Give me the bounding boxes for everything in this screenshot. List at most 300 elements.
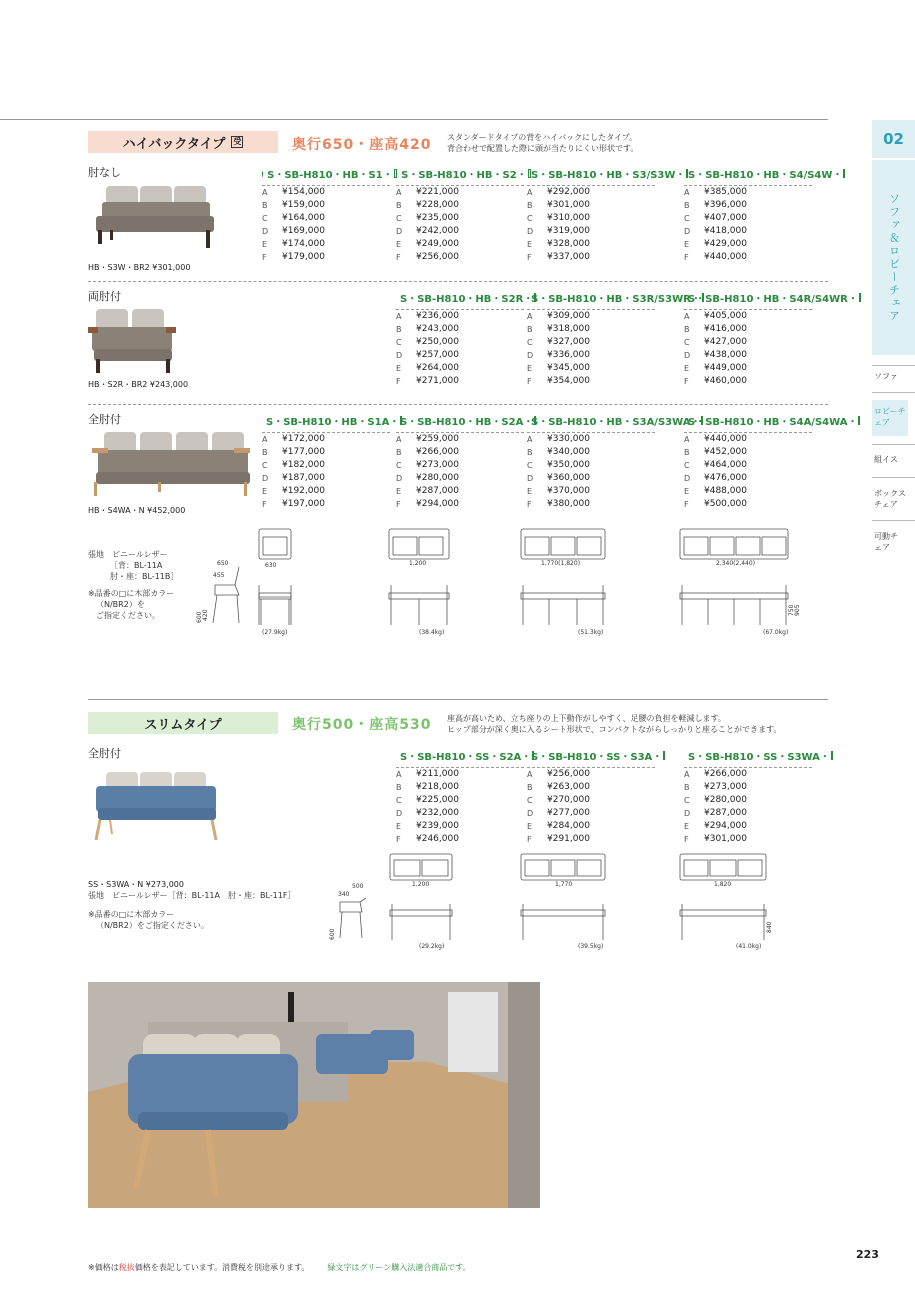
price-row (527, 251, 662, 264)
dim-label: 1,770 (555, 881, 573, 888)
price-value: ¥221,000 (416, 187, 459, 197)
price-value: ¥429,000 (704, 239, 747, 249)
price-row (396, 251, 531, 264)
product-card[interactable] (527, 290, 701, 388)
group-divider (88, 281, 828, 282)
note-line: 張地 ビニールレザー (88, 550, 168, 559)
price-value: ¥476,000 (704, 473, 747, 483)
price-value: ¥154,000 (282, 187, 325, 197)
price-value: ¥292,000 (547, 187, 590, 197)
weight-label: (27.9kg) (262, 629, 288, 636)
price-value: ¥270,000 (547, 795, 590, 805)
price-value: ¥438,000 (704, 350, 747, 360)
product-card[interactable] (396, 413, 534, 511)
price-value: ¥211,000 (416, 769, 459, 779)
dim-label: 455 (213, 572, 225, 579)
grade-label: A (684, 312, 690, 321)
price-row (262, 498, 397, 511)
price-row (527, 238, 662, 251)
price-row (527, 472, 662, 485)
note-line: （N/BR2）をご指定ください。 (96, 921, 209, 930)
grade-label: F (262, 253, 267, 262)
price-value: ¥239,000 (416, 821, 459, 831)
price-row (527, 186, 662, 199)
nav-item-lobby-chair[interactable]: ロビーチェア (872, 400, 908, 436)
price-value: ¥385,000 (704, 187, 747, 197)
product-code-text: S・SB-H810・SS・S3A・ (531, 752, 663, 763)
price-value: ¥264,000 (416, 363, 459, 373)
section-header-slim (88, 712, 278, 734)
dim-label: 750 (788, 604, 795, 616)
product-code (684, 413, 858, 428)
grade-label: D (262, 474, 269, 483)
price-value: ¥427,000 (704, 337, 747, 347)
price-row (527, 820, 662, 833)
dim-label: 500 (352, 883, 364, 890)
grade-label: B (684, 448, 690, 457)
grade-label: E (684, 240, 690, 249)
nav-divider (872, 520, 915, 521)
dimension-drawing-ss-s3wa (678, 852, 788, 952)
top-rule (0, 119, 828, 120)
grade-label: C (527, 461, 533, 470)
price-value: ¥310,000 (547, 213, 590, 223)
grade-label: C (684, 796, 690, 805)
dim-label: 600 (329, 928, 336, 940)
grade-label: D (396, 227, 403, 236)
product-code (396, 166, 531, 181)
grade-label: E (684, 364, 690, 373)
grade-label: E (527, 822, 533, 831)
price-value: ¥250,000 (416, 337, 459, 347)
price-value: ¥350,000 (547, 460, 590, 470)
grade-label: F (396, 500, 401, 509)
price-row (396, 225, 531, 238)
grade-label: B (396, 325, 402, 334)
price-row (396, 362, 531, 375)
price-row (684, 833, 819, 846)
price-row (396, 375, 531, 388)
price-row (684, 212, 819, 225)
group-title: 全肘付 (88, 747, 121, 760)
grade-label: E (396, 822, 402, 831)
dimension-drawing-s3 (519, 525, 609, 635)
grade-label: C (684, 461, 690, 470)
nav-item-sofa[interactable]: ソファ (874, 372, 898, 381)
price-row (396, 807, 531, 820)
price-row (527, 336, 662, 349)
price-row (396, 446, 531, 459)
price-value: ¥174,000 (282, 239, 325, 249)
price-row (396, 485, 531, 498)
price-value: ¥280,000 (704, 795, 747, 805)
note-line: ［背：BL-11A (110, 561, 163, 570)
grade-label: A (684, 770, 690, 779)
price-value: ¥284,000 (547, 821, 590, 831)
price-value: ¥228,000 (416, 200, 459, 210)
product-code (684, 290, 858, 305)
grade-label: D (684, 351, 691, 360)
price-value: ¥452,000 (704, 447, 747, 457)
product-code (684, 166, 843, 181)
price-row (527, 833, 662, 846)
price-row (527, 485, 662, 498)
group-title: 両肘付 (88, 290, 121, 303)
price-value: ¥301,000 (547, 200, 590, 210)
product-code-text: S・SB-H810・HB・S3A/S3WA・ (531, 417, 701, 428)
sofa-image-hb-s3w (88, 182, 218, 252)
price-row (684, 498, 819, 511)
product-card[interactable] (527, 166, 686, 264)
grade-label: F (396, 835, 401, 844)
price-value: ¥179,000 (282, 252, 325, 262)
grade-label: D (396, 809, 403, 818)
price-value: ¥172,000 (282, 434, 325, 444)
product-code (396, 748, 531, 763)
price-value: ¥280,000 (416, 473, 459, 483)
dim-label: 840 (766, 921, 773, 933)
footer-text: ※価格は (88, 1263, 119, 1272)
grade-label: A (684, 188, 690, 197)
product-code (262, 413, 400, 428)
grade-label: B (684, 783, 690, 792)
price-value: ¥380,000 (547, 499, 590, 509)
product-card[interactable] (684, 290, 858, 388)
grade-label: D (262, 227, 269, 236)
nav-item-box-chair[interactable]: ボックスチェア (874, 489, 906, 509)
price-row (396, 199, 531, 212)
section-title: スリムタイプ (144, 717, 222, 733)
price-row (396, 833, 531, 846)
price-row (396, 336, 531, 349)
page-number: 223 (856, 1248, 879, 1261)
price-row (396, 238, 531, 251)
grade-label: E (527, 240, 533, 249)
price-row (527, 199, 662, 212)
price-row (262, 433, 397, 446)
material-note (88, 549, 178, 621)
nav-divider (872, 444, 915, 445)
product-card[interactable] (684, 413, 858, 511)
nav-divider (872, 392, 915, 393)
grade-label: B (262, 448, 268, 457)
note-line: ※品番の□に木部カラー (88, 589, 175, 598)
product-card[interactable] (262, 413, 400, 511)
price-value: ¥197,000 (282, 499, 325, 509)
grade-label: A (684, 435, 690, 444)
product-code-text: S・SB-H810・HB・S4/S4W・ (688, 170, 843, 181)
grade-label: C (527, 338, 533, 347)
price-row (684, 225, 819, 238)
price-row (396, 781, 531, 794)
grade-label: E (527, 364, 533, 373)
price-row (396, 472, 531, 485)
price-row (262, 238, 397, 251)
grade-label: D (527, 474, 534, 483)
price-row (684, 472, 819, 485)
product-card[interactable] (527, 413, 701, 511)
price-value: ¥328,000 (547, 239, 590, 249)
price-row (527, 212, 662, 225)
price-row (527, 794, 662, 807)
grade-label: D (527, 351, 534, 360)
grade-label: A (262, 188, 268, 197)
product-card[interactable] (262, 166, 397, 264)
price-row (262, 472, 397, 485)
price-value: ¥294,000 (416, 499, 459, 509)
price-value: ¥257,000 (416, 350, 459, 360)
price-row (396, 820, 531, 833)
grade-label: C (527, 214, 533, 223)
product-code (527, 413, 701, 428)
grade-label: F (527, 500, 532, 509)
price-value: ¥294,000 (704, 821, 747, 831)
grade-label: B (684, 201, 690, 210)
price-value: ¥345,000 (547, 363, 590, 373)
material-note (88, 890, 295, 931)
price-value: ¥177,000 (282, 447, 325, 457)
note-line: ご指定ください。 (96, 611, 160, 620)
price-value: ¥354,000 (547, 376, 590, 386)
wood-color-box-icon (843, 169, 845, 178)
price-row (527, 323, 662, 336)
dimension-drawing-s4 (678, 525, 803, 635)
nav-divider (872, 365, 915, 366)
group-title: 全肘付 (88, 413, 121, 426)
chapter-number: 02 (872, 120, 915, 158)
grade-label: E (262, 487, 268, 496)
nav-item-movable-chair[interactable]: 可動チェア (874, 532, 898, 552)
grade-label: D (684, 809, 691, 818)
grade-label: E (684, 487, 690, 496)
grade-label: A (262, 435, 268, 444)
grade-label: D (684, 474, 691, 483)
price-value: ¥327,000 (547, 337, 590, 347)
price-value: ¥416,000 (704, 324, 747, 334)
grade-label: E (396, 240, 402, 249)
price-value: ¥263,000 (547, 782, 590, 792)
note-line: 張地 ビニールレザー［背：BL-11A 肘・座：BL-11F］ (88, 891, 296, 900)
grade-label: C (396, 461, 402, 470)
price-value: ¥291,000 (547, 834, 590, 844)
note-line: 肘・座：BL-11B］ (110, 572, 179, 581)
weight-label: (51.3kg) (578, 629, 604, 636)
price-value: ¥232,000 (416, 808, 459, 818)
bullet-icon (262, 171, 263, 177)
product-code (396, 413, 534, 428)
product-code-text: S・SB-H810・HB・S2R・ (400, 294, 534, 305)
product-caption: HB・S2R・BR2 ¥243,000 (88, 380, 189, 389)
price-value: ¥500,000 (704, 499, 747, 509)
price-row (684, 459, 819, 472)
price-row (262, 459, 397, 472)
dim-label: 650 (217, 560, 229, 567)
sofa-image-ss-s3wa (88, 768, 223, 848)
wood-color-box-icon (831, 751, 833, 760)
product-caption: HB・S4WA・N ¥452,000 (88, 506, 186, 515)
desc-line: スタンダードタイプの背をハイバックにしたタイプ。 (447, 133, 638, 142)
grade-label: B (527, 448, 533, 457)
grade-label: A (396, 188, 402, 197)
grade-label: F (684, 253, 689, 262)
price-value: ¥187,000 (282, 473, 325, 483)
product-card[interactable] (684, 166, 843, 264)
grade-label: C (527, 796, 533, 805)
chapter-title[interactable]: ソファ＆ロビーチェア (872, 160, 915, 355)
dimension-drawing-s2 (387, 525, 457, 635)
price-value: ¥319,000 (547, 226, 590, 236)
grade-label: A (527, 188, 533, 197)
price-value: ¥243,000 (416, 324, 459, 334)
price-value: ¥182,000 (282, 460, 325, 470)
grade-label: B (527, 201, 533, 210)
grade-label: A (527, 770, 533, 779)
price-value: ¥336,000 (547, 350, 590, 360)
product-card[interactable] (396, 166, 531, 264)
price-value: ¥192,000 (282, 486, 325, 496)
price-value: ¥249,000 (416, 239, 459, 249)
grade-label: B (684, 325, 690, 334)
price-value: ¥159,000 (282, 200, 325, 210)
price-value: ¥225,000 (416, 795, 459, 805)
price-row (684, 820, 819, 833)
nav-divider (872, 477, 915, 478)
price-row (527, 433, 662, 446)
grade-label: B (396, 201, 402, 210)
price-value: ¥218,000 (416, 782, 459, 792)
price-row (262, 212, 397, 225)
section-header-highback (88, 131, 278, 153)
desc-line: 座高が高いため、立ち座りの上下動作がしやすく、足腰の負担を軽減します。 (447, 714, 726, 723)
product-card[interactable] (396, 748, 531, 846)
price-row (396, 212, 531, 225)
grade-label: F (262, 500, 267, 509)
price-row (684, 375, 819, 388)
price-row (396, 794, 531, 807)
dim-label: 905 (794, 604, 801, 616)
weight-label: (39.5kg) (578, 943, 604, 950)
price-row (684, 199, 819, 212)
product-card[interactable] (396, 290, 534, 388)
grade-label: F (396, 377, 401, 386)
price-row (684, 349, 819, 362)
price-value: ¥360,000 (547, 473, 590, 483)
price-row (527, 225, 662, 238)
price-value: ¥440,000 (704, 434, 747, 444)
product-code-text: S・SB-H810・HB・S1・ (267, 170, 393, 181)
grade-label: F (396, 253, 401, 262)
grade-label: F (527, 253, 532, 262)
grade-label: E (684, 822, 690, 831)
desc-line: ヒップ部分が深く奥に入るシート形状で、コンパクトながらしっかりと座ることができます。 (447, 725, 782, 734)
price-row (527, 459, 662, 472)
price-row (684, 186, 819, 199)
price-row (262, 199, 397, 212)
sofa-image-hb-s4wa (88, 428, 253, 498)
grade-label: F (684, 500, 689, 509)
product-code (262, 166, 397, 181)
grade-label: F (684, 377, 689, 386)
price-value: ¥488,000 (704, 486, 747, 496)
grade-label: C (396, 338, 402, 347)
weight-label: (67.0kg) (763, 629, 789, 636)
product-code-text: S・SB-H810・SS・S3WA・ (688, 752, 830, 763)
price-value: ¥273,000 (416, 460, 459, 470)
note-line: ※品番の□に木部カラー (88, 910, 175, 919)
price-value: ¥259,000 (416, 434, 459, 444)
grade-label: E (527, 487, 533, 496)
product-code-text: S・SB-H810・HB・S3R/S3WR・ (531, 294, 701, 305)
grade-label: F (527, 835, 532, 844)
price-row (262, 251, 397, 264)
nav-item-stacking[interactable]: 組イス (874, 455, 898, 464)
price-row (527, 768, 662, 781)
product-card[interactable] (527, 748, 662, 846)
dimension-drawing-ss-s2a (330, 852, 490, 952)
product-code (527, 748, 662, 763)
grade-label: D (684, 227, 691, 236)
product-code (527, 166, 686, 181)
price-row (396, 768, 531, 781)
price-value: ¥266,000 (704, 769, 747, 779)
price-value: ¥266,000 (416, 447, 459, 457)
price-value: ¥405,000 (704, 311, 747, 321)
section-dimensions: 奥行650・座高420 (292, 137, 432, 153)
price-row (527, 362, 662, 375)
note-line: （N/BR2）を (96, 600, 145, 609)
wood-color-box-icon (859, 293, 861, 302)
weight-label: (41.0kg) (736, 943, 762, 950)
product-code-text: S・SB-H810・SS・S2A・ (400, 752, 532, 763)
price-row (684, 336, 819, 349)
dim-label: 1,770(1,820) (541, 560, 581, 567)
price-value: ¥449,000 (704, 363, 747, 373)
dim-label: 340 (338, 891, 350, 898)
corridor-photo (88, 982, 540, 1208)
product-code-text: S・SB-H810・HB・S3/S3W・ (531, 170, 686, 181)
price-value: ¥418,000 (704, 226, 747, 236)
price-row (527, 807, 662, 820)
desc-line: 背合わせで配置した際に頭が当たりにくい形状です。 (447, 144, 639, 153)
dim-label: 1,820 (714, 881, 732, 888)
dim-label: 2,340(2,440) (716, 560, 756, 567)
grade-label: B (396, 783, 402, 792)
price-row (396, 323, 531, 336)
price-value: ¥309,000 (547, 311, 590, 321)
dimension-drawing-s1 (195, 525, 300, 635)
price-value: ¥396,000 (704, 200, 747, 210)
price-row (527, 310, 662, 323)
product-caption: HB・S3W・BR2 ¥301,000 (88, 263, 191, 272)
price-value: ¥440,000 (704, 252, 747, 262)
grade-label: F (527, 377, 532, 386)
price-value: ¥407,000 (704, 213, 747, 223)
grade-label: C (396, 214, 402, 223)
price-row (396, 498, 531, 511)
grade-label: A (396, 770, 402, 779)
price-value: ¥256,000 (547, 769, 590, 779)
grade-label: A (396, 435, 402, 444)
product-code-text: S・SB-H810・HB・S1A・ (266, 417, 400, 428)
product-card[interactable] (684, 748, 830, 846)
price-row (684, 781, 819, 794)
section-divider (88, 699, 828, 700)
dim-label: 1,200 (409, 560, 427, 567)
price-row (527, 781, 662, 794)
price-row (684, 446, 819, 459)
price-row (684, 323, 819, 336)
price-row (262, 485, 397, 498)
